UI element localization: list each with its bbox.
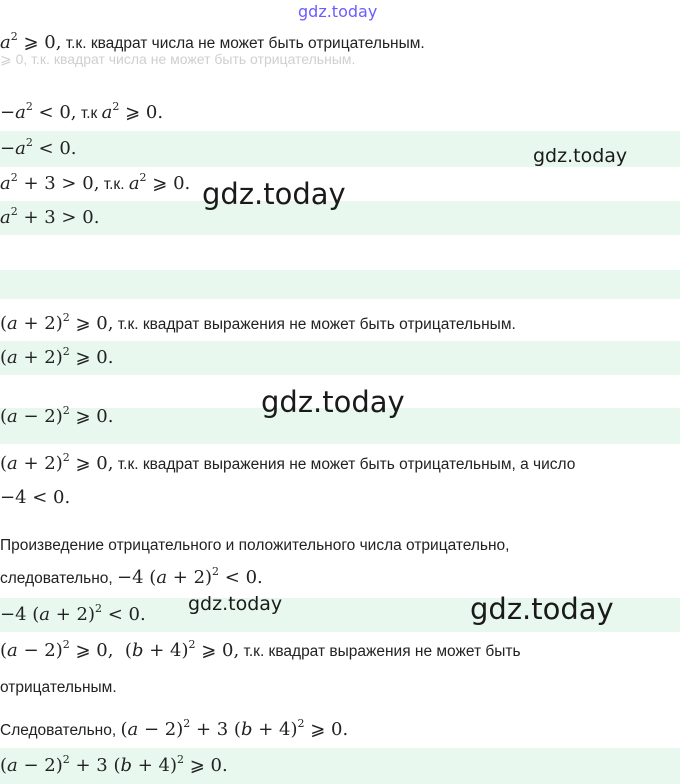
watermark: gdz.today — [202, 177, 346, 211]
solution-line — [0, 311, 516, 334]
math-expression: $-a^2 < 0$, — [0, 100, 77, 123]
watermark-top: gdz.today — [298, 2, 378, 21]
math-expression: $-a^2 < 0$. — [0, 136, 77, 159]
explanation-text: т.к. квадрат выражения не может быть отрицательным, а число — [113, 456, 576, 473]
solution-line — [0, 638, 521, 661]
explanation-text: следовательно, — [0, 570, 118, 587]
answer-line — [0, 753, 228, 776]
watermark: gdz.today — [533, 145, 628, 167]
solution-line — [0, 717, 349, 740]
math-expression: $(a + 2)^2$ ⩾ 0. — [0, 345, 114, 368]
math-expression: $a^2$ ⩾ 0, — [0, 30, 62, 53]
watermark: gdz.today — [470, 592, 614, 626]
math-expression: $(a + 2)^2$ ⩾ 0, — [0, 451, 114, 474]
math-expression: $a^2$ ⩾ 0. — [128, 171, 191, 194]
math-expression: $(a - 2)^2 + 3$ $(b + 4)^2$ ⩾ 0. — [0, 753, 228, 776]
solution-line — [0, 451, 576, 474]
answer-line — [0, 136, 77, 159]
explanation-text: т.к. квадрат выражения не может быть отрицательным. — [113, 316, 516, 333]
explanation-text: Следовательно, — [0, 722, 121, 739]
explanation-text: т.к — [76, 105, 102, 122]
solution-line — [0, 565, 263, 588]
math-expression: $(a - 2)^2$ ⩾ 0. — [0, 404, 114, 427]
solution-line — [0, 171, 191, 194]
explanation-text: Произведение отрицательного и положительного числа отрицательно, — [0, 537, 510, 554]
solution-line — [0, 680, 117, 696]
solution-line — [0, 100, 164, 123]
explanation-text: отрицательным. — [0, 679, 117, 696]
solution-line — [0, 30, 425, 53]
answer-line — [0, 345, 114, 368]
math-expression: $a^2 + 3 > 0$. — [0, 205, 100, 228]
explanation-text: т.к. — [99, 176, 129, 193]
solution-line — [0, 538, 510, 554]
explanation-text: т.к. квадрат выражения не может быть — [239, 643, 521, 660]
answer-line — [0, 205, 100, 228]
math-expression: −4 $(a + 2)^2 < 0$. — [117, 565, 263, 588]
math-expression: $a^2$ ⩾ 0. — [101, 100, 164, 123]
math-expression: $a^2 + 3 > 0$, — [0, 171, 100, 194]
math-expression: $(a + 2)^2$ ⩾ 0, — [0, 311, 114, 334]
explanation-text: т.к. квадрат числа не может быть отрицательным. — [61, 35, 425, 52]
watermark: gdz.today — [261, 385, 405, 419]
answer-band — [0, 270, 680, 299]
scan-ghost-text: ⩾ 0, т.к. квадрат числа не может быть отрицательным. — [0, 51, 356, 67]
math-expression: $(a - 2)^2$ ⩾ 0, $(b + 4)^2$ ⩾ 0, — [0, 638, 240, 661]
watermark: gdz.today — [188, 593, 283, 615]
math-expression: −4 < 0. — [0, 487, 71, 508]
answer-line — [0, 602, 146, 625]
answer-line — [0, 404, 114, 427]
math-expression: $(a - 2)^2 + 3$ $(b + 4)^2$ ⩾ 0. — [120, 717, 349, 740]
solution-line — [0, 489, 70, 507]
math-expression: −4 $(a + 2)^2 < 0$. — [0, 602, 146, 625]
